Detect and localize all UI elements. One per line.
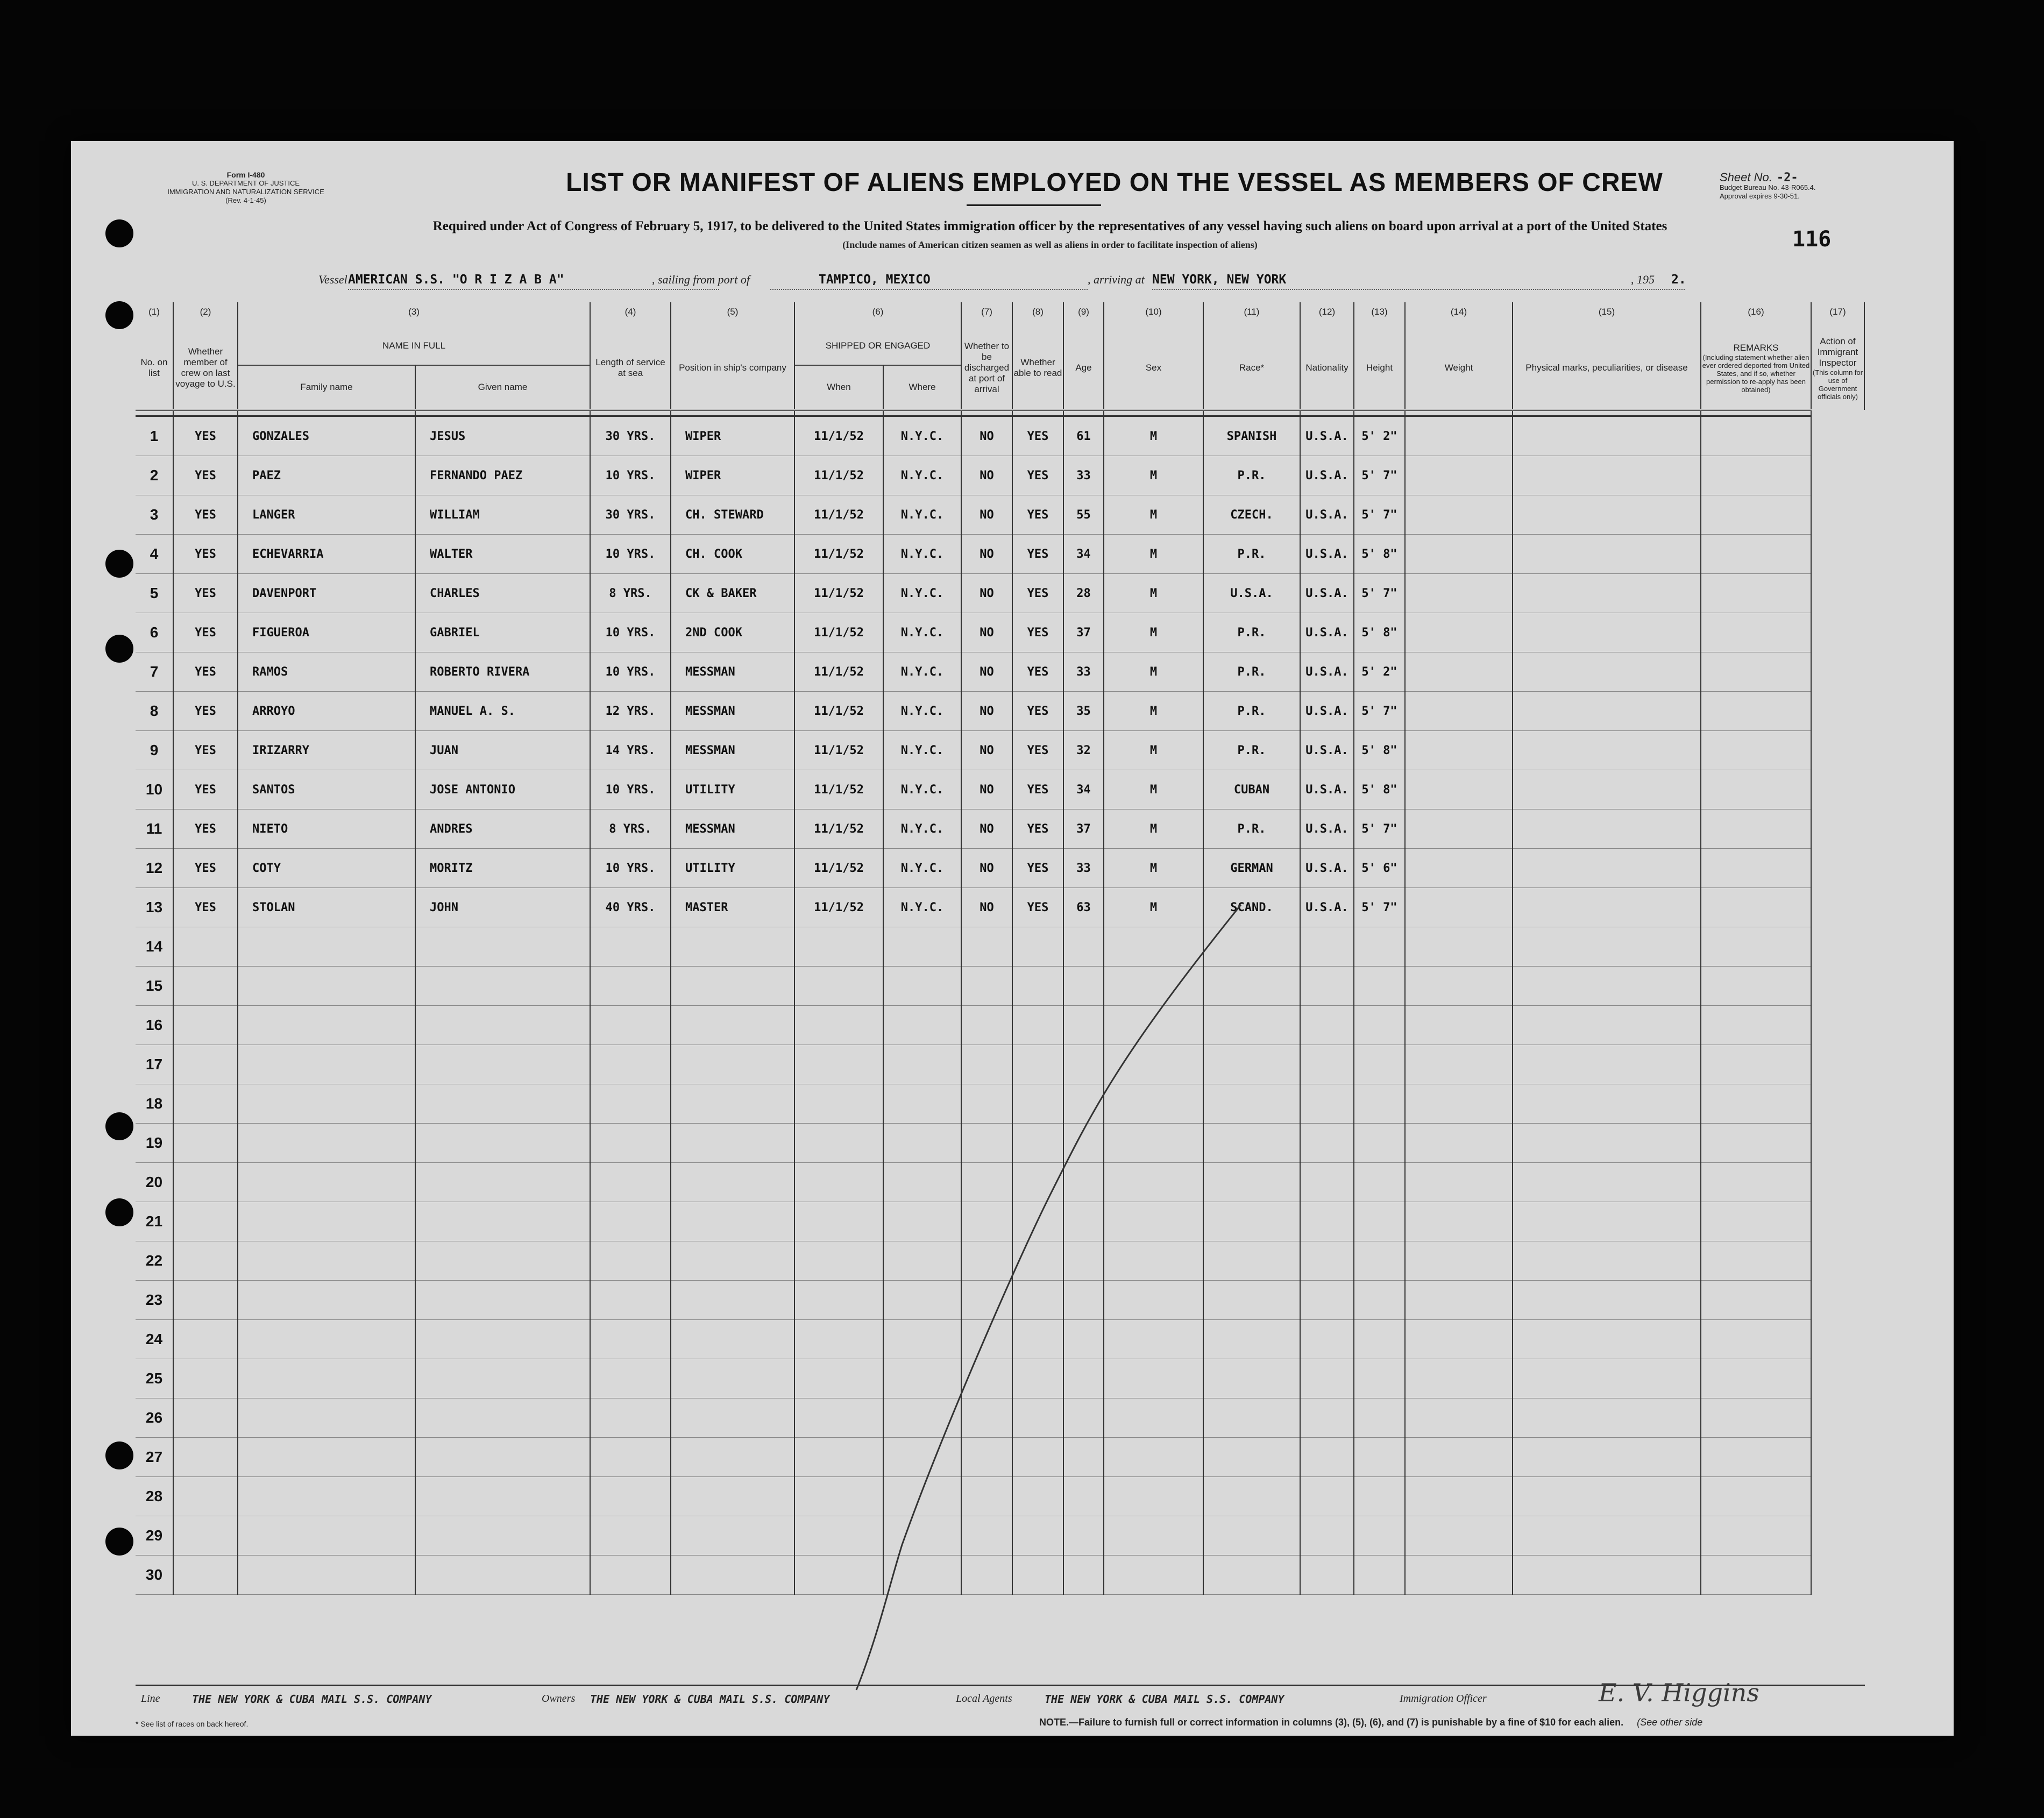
cell-service-length: 30 YRS. xyxy=(590,416,671,456)
cell-family-name: STOLAN xyxy=(238,888,415,927)
year-label: , 195 xyxy=(1631,273,1655,286)
owners-label: Owners xyxy=(542,1693,576,1705)
cell-service-length: 10 YRS. xyxy=(590,849,671,888)
cell-family-name: COTY xyxy=(238,849,415,888)
cell-engaged-where: N.Y.C. xyxy=(883,416,961,456)
col-num-5: (5) xyxy=(671,302,794,327)
col-num-11: (11) xyxy=(1203,302,1300,327)
cell-able-to-read: YES xyxy=(1012,416,1063,456)
cell-service-length: 10 YRS. xyxy=(590,652,671,692)
cell-family-name: FIGUEROA xyxy=(238,613,415,652)
cell-age: 61 xyxy=(1063,416,1104,456)
col-num-13: (13) xyxy=(1354,302,1405,327)
cell-last-voyage: YES xyxy=(173,849,238,888)
cell-age: 34 xyxy=(1063,535,1104,574)
remarks-title: REMARKS xyxy=(1733,342,1779,353)
year-value: 2. xyxy=(1671,273,1686,287)
cell-able-to-read: YES xyxy=(1012,613,1063,652)
cell-nationality: U.S.A. xyxy=(1300,731,1354,770)
binder-hole xyxy=(105,635,133,663)
cell-last-voyage: YES xyxy=(173,809,238,849)
cell-sex: M xyxy=(1104,613,1203,652)
cell-engaged-where: N.Y.C. xyxy=(883,456,961,495)
cell-row-number: 25 xyxy=(136,1359,173,1398)
header-age: Age xyxy=(1063,327,1104,410)
cell-height: 5' 7" xyxy=(1354,809,1405,849)
cell-row-number: 11 xyxy=(136,809,173,849)
col-num-12: (12) xyxy=(1300,302,1354,327)
cell-discharged: NO xyxy=(961,770,1012,809)
binder-hole xyxy=(105,1198,133,1226)
cell-sex: M xyxy=(1104,495,1203,535)
cell-position: CH. COOK xyxy=(671,535,794,574)
cell-service-length: 40 YRS. xyxy=(590,888,671,927)
cell-engaged-where: N.Y.C. xyxy=(883,849,961,888)
owners-value: THE NEW YORK & CUBA MAIL S.S. COMPANY xyxy=(590,1693,830,1706)
cell-engaged-when: 11/1/52 xyxy=(794,770,883,809)
cell-row-number: 8 xyxy=(136,692,173,731)
cell-last-voyage: YES xyxy=(173,456,238,495)
departure-port: TAMPICO, MEXICO xyxy=(819,273,931,287)
cell-discharged: NO xyxy=(961,495,1012,535)
header-shipped-engaged: SHIPPED OR ENGAGED xyxy=(794,327,961,365)
col-num-16: (16) xyxy=(1701,302,1811,327)
cell-engaged-when: 11/1/52 xyxy=(794,495,883,535)
cell-given-name: WILLIAM xyxy=(415,495,590,535)
cell-engaged-when: 11/1/52 xyxy=(794,613,883,652)
cell-position: MESSMAN xyxy=(671,809,794,849)
cell-given-name: WALTER xyxy=(415,535,590,574)
cell-position: WIPER xyxy=(671,416,794,456)
cell-nationality: U.S.A. xyxy=(1300,770,1354,809)
cell-race: P.R. xyxy=(1203,692,1300,731)
header-height: Height xyxy=(1354,327,1405,410)
cell-engaged-where: N.Y.C. xyxy=(883,652,961,692)
header-position: Position in ship's company xyxy=(671,327,794,410)
cell-nationality: U.S.A. xyxy=(1300,495,1354,535)
cell-family-name: LANGER xyxy=(238,495,415,535)
cell-age: 33 xyxy=(1063,849,1104,888)
cell-discharged: NO xyxy=(961,652,1012,692)
penalty-note-text: NOTE.—Failure to furnish full or correct information in columns (3), (5), (6), and (7) is punishable by a fine of $10 for each alien. xyxy=(1039,1717,1624,1728)
cell-given-name: JOSE ANTONIO xyxy=(415,770,590,809)
cell-able-to-read: YES xyxy=(1012,495,1063,535)
header-discharged: Whether to be discharged at port of arrival xyxy=(961,327,1012,410)
cell-nationality: U.S.A. xyxy=(1300,652,1354,692)
cell-height: 5' 7" xyxy=(1354,456,1405,495)
sheet-label: Sheet No. xyxy=(1720,171,1772,184)
header-no-on-list: No. on list xyxy=(136,327,173,410)
cell-height: 5' 6" xyxy=(1354,849,1405,888)
cell-service-length: 30 YRS. xyxy=(590,495,671,535)
cell-race: P.R. xyxy=(1203,456,1300,495)
cell-engaged-where: N.Y.C. xyxy=(883,888,961,927)
cell-able-to-read: YES xyxy=(1012,652,1063,692)
cell-nationality: U.S.A. xyxy=(1300,456,1354,495)
cell-race: SCAND. xyxy=(1203,888,1300,927)
cell-row-number: 19 xyxy=(136,1124,173,1163)
cell-nationality: U.S.A. xyxy=(1300,809,1354,849)
cell-row-number: 20 xyxy=(136,1163,173,1202)
cell-given-name: MANUEL A. S. xyxy=(415,692,590,731)
cell-given-name: JUAN xyxy=(415,731,590,770)
cell-engaged-where: N.Y.C. xyxy=(883,809,961,849)
cell-height: 5' 2" xyxy=(1354,652,1405,692)
cell-discharged: NO xyxy=(961,849,1012,888)
cell-last-voyage: YES xyxy=(173,770,238,809)
cell-row-number: 27 xyxy=(136,1438,173,1477)
cell-family-name: SANTOS xyxy=(238,770,415,809)
cell-sex: M xyxy=(1104,416,1203,456)
arriving-label: , arriving at xyxy=(1088,273,1145,286)
cell-able-to-read: YES xyxy=(1012,770,1063,809)
header-weight: Weight xyxy=(1405,327,1513,410)
cell-able-to-read: YES xyxy=(1012,574,1063,613)
cell-given-name: GABRIEL xyxy=(415,613,590,652)
cell-nationality: U.S.A. xyxy=(1300,416,1354,456)
cell-able-to-read: YES xyxy=(1012,456,1063,495)
cell-engaged-when: 11/1/52 xyxy=(794,809,883,849)
cell-discharged: NO xyxy=(961,535,1012,574)
cell-last-voyage: YES xyxy=(173,731,238,770)
strike-line xyxy=(71,141,1954,1736)
cell-position: MESSMAN xyxy=(671,652,794,692)
cell-nationality: U.S.A. xyxy=(1300,535,1354,574)
cell-sex: M xyxy=(1104,888,1203,927)
col-num-7: (7) xyxy=(961,302,1012,327)
form-revision: (Rev. 4-1-45) xyxy=(225,196,266,204)
cell-race: SPANISH xyxy=(1203,416,1300,456)
cell-engaged-when: 11/1/52 xyxy=(794,849,883,888)
cell-position: MESSMAN xyxy=(671,731,794,770)
cell-row-number: 28 xyxy=(136,1477,173,1516)
cell-given-name: MORITZ xyxy=(415,849,590,888)
cell-family-name: ECHEVARRIA xyxy=(238,535,415,574)
cell-last-voyage: YES xyxy=(173,416,238,456)
cell-row-number: 15 xyxy=(136,967,173,1006)
cell-nationality: U.S.A. xyxy=(1300,888,1354,927)
col-num-17: (17) xyxy=(1811,302,1864,327)
cell-engaged-where: N.Y.C. xyxy=(883,770,961,809)
cell-row-number: 13 xyxy=(136,888,173,927)
col-num-9: (9) xyxy=(1063,302,1104,327)
department: U. S. DEPARTMENT OF JUSTICE xyxy=(191,179,300,187)
cell-service-length: 12 YRS. xyxy=(590,692,671,731)
cell-row-number: 16 xyxy=(136,1006,173,1045)
cell-engaged-when: 11/1/52 xyxy=(794,416,883,456)
officer-label: Immigration Officer xyxy=(1400,1693,1487,1705)
cell-age: 28 xyxy=(1063,574,1104,613)
inspector-title: Action of Immigrant Inspector xyxy=(1817,336,1858,368)
header-when: When xyxy=(794,365,883,410)
cell-last-voyage: YES xyxy=(173,495,238,535)
sheet-number: -2- xyxy=(1776,171,1798,184)
cell-engaged-where: N.Y.C. xyxy=(883,613,961,652)
cell-height: 5' 8" xyxy=(1354,535,1405,574)
line-label: Line xyxy=(141,1693,160,1705)
cell-discharged: NO xyxy=(961,888,1012,927)
cell-age: 34 xyxy=(1063,770,1104,809)
cell-engaged-when: 11/1/52 xyxy=(794,888,883,927)
col-num-4: (4) xyxy=(590,302,671,327)
col-num-14: (14) xyxy=(1405,302,1513,327)
see-other-side: (See other side xyxy=(1637,1717,1703,1728)
vessel-label: Vessel xyxy=(318,273,347,286)
binder-hole xyxy=(105,1441,133,1469)
agents-value: THE NEW YORK & CUBA MAIL S.S. COMPANY xyxy=(1045,1693,1284,1706)
cell-sex: M xyxy=(1104,456,1203,495)
cell-height: 5' 7" xyxy=(1354,574,1405,613)
cell-given-name: CHARLES xyxy=(415,574,590,613)
page-title: LIST OR MANIFEST OF ALIENS EMPLOYED ON THE VESSEL AS MEMBERS OF CREW xyxy=(566,168,1663,197)
cell-able-to-read: YES xyxy=(1012,535,1063,574)
header-nationality: Nationality xyxy=(1300,327,1354,410)
cell-sex: M xyxy=(1104,731,1203,770)
cell-age: 55 xyxy=(1063,495,1104,535)
cell-last-voyage: YES xyxy=(173,652,238,692)
cell-sex: M xyxy=(1104,535,1203,574)
cell-race: GERMAN xyxy=(1203,849,1300,888)
races-note: * See list of races on back hereof. xyxy=(136,1720,249,1728)
cell-row-number: 4 xyxy=(136,535,173,574)
remarks-note: (Including statement whether alien ever ordered deported from United States, and if so, whether permission to re-apply has been obtained) xyxy=(1702,353,1810,394)
cell-discharged: NO xyxy=(961,809,1012,849)
cell-race: U.S.A. xyxy=(1203,574,1300,613)
col-num-8: (8) xyxy=(1012,302,1063,327)
binder-hole xyxy=(105,301,133,329)
col-num-15: (15) xyxy=(1513,302,1701,327)
line-value: THE NEW YORK & CUBA MAIL S.S. COMPANY xyxy=(192,1693,432,1706)
cell-service-length: 10 YRS. xyxy=(590,456,671,495)
cell-able-to-read: YES xyxy=(1012,731,1063,770)
cell-nationality: U.S.A. xyxy=(1300,692,1354,731)
inspector-note: (This column for use of Government officials only) xyxy=(1812,368,1863,401)
cell-engaged-where: N.Y.C. xyxy=(883,731,961,770)
col-num-10: (10) xyxy=(1104,302,1203,327)
page-number-stamp: 116 xyxy=(1792,227,1832,252)
cell-last-voyage: YES xyxy=(173,692,238,731)
cell-age: 32 xyxy=(1063,731,1104,770)
cell-sex: M xyxy=(1104,770,1203,809)
cell-discharged: NO xyxy=(961,456,1012,495)
officer-signature: E. V. Higgins xyxy=(1599,1678,1759,1707)
cell-service-length: 10 YRS. xyxy=(590,770,671,809)
cell-race: CUBAN xyxy=(1203,770,1300,809)
cell-row-number: 14 xyxy=(136,927,173,967)
cell-row-number: 12 xyxy=(136,849,173,888)
cell-position: MASTER xyxy=(671,888,794,927)
cell-discharged: NO xyxy=(961,731,1012,770)
cell-discharged: NO xyxy=(961,416,1012,456)
cell-position: WIPER xyxy=(671,456,794,495)
col-num-6: (6) xyxy=(794,302,961,327)
header-last-voyage: Whether member of crew on last voyage to U.S. xyxy=(173,327,238,410)
cell-row-number: 30 xyxy=(136,1556,173,1595)
cell-row-number: 5 xyxy=(136,574,173,613)
cell-family-name: RAMOS xyxy=(238,652,415,692)
sailing-label: , sailing from port of xyxy=(652,273,750,286)
cell-able-to-read: YES xyxy=(1012,692,1063,731)
header-family-name: Family name xyxy=(238,365,415,410)
cell-sex: M xyxy=(1104,652,1203,692)
cell-age: 37 xyxy=(1063,613,1104,652)
cell-family-name: ARROYO xyxy=(238,692,415,731)
cell-row-number: 1 xyxy=(136,416,173,456)
form-number: Form I-480 xyxy=(226,171,265,179)
cell-given-name: JESUS xyxy=(415,416,590,456)
header-physical-marks: Physical marks, peculiarities, or disease xyxy=(1513,327,1701,410)
cell-family-name: PAEZ xyxy=(238,456,415,495)
cell-height: 5' 7" xyxy=(1354,495,1405,535)
cell-height: 5' 8" xyxy=(1354,770,1405,809)
cell-service-length: 8 YRS. xyxy=(590,574,671,613)
cell-sex: M xyxy=(1104,809,1203,849)
cell-service-length: 8 YRS. xyxy=(590,809,671,849)
cell-sex: M xyxy=(1104,849,1203,888)
cell-position: MESSMAN xyxy=(671,692,794,731)
cell-race: P.R. xyxy=(1203,535,1300,574)
budget-number: Budget Bureau No. 43-R065.4. xyxy=(1720,183,1816,191)
header-length-of-service: Length of service at sea xyxy=(590,327,671,410)
cell-position: UTILITY xyxy=(671,849,794,888)
cell-row-number: 10 xyxy=(136,770,173,809)
cell-last-voyage: YES xyxy=(173,574,238,613)
cell-service-length: 10 YRS. xyxy=(590,535,671,574)
cell-row-number: 7 xyxy=(136,652,173,692)
header-race: Race* xyxy=(1203,327,1300,410)
binder-hole xyxy=(105,550,133,578)
cell-race: P.R. xyxy=(1203,809,1300,849)
header-given-name: Given name xyxy=(415,365,590,410)
cell-given-name: ROBERTO RIVERA xyxy=(415,652,590,692)
cell-height: 5' 8" xyxy=(1354,731,1405,770)
cell-race: CZECH. xyxy=(1203,495,1300,535)
binder-hole xyxy=(105,219,133,247)
cell-family-name: NIETO xyxy=(238,809,415,849)
binder-hole xyxy=(105,1528,133,1556)
cell-engaged-where: N.Y.C. xyxy=(883,574,961,613)
cell-row-number: 18 xyxy=(136,1084,173,1124)
cell-row-number: 9 xyxy=(136,731,173,770)
cell-race: P.R. xyxy=(1203,613,1300,652)
required-statement: Required under Act of Congress of February 5, 1917, to be delivered to the United States immigration officer by the representatives of any vessel having such aliens on board upon arrival at a port of the United States xyxy=(432,219,1667,233)
cell-sex: M xyxy=(1104,692,1203,731)
vessel-name: AMERICAN S.S. "O R I Z A B A" xyxy=(348,273,564,287)
cell-nationality: U.S.A. xyxy=(1300,849,1354,888)
cell-engaged-when: 11/1/52 xyxy=(794,535,883,574)
cell-race: P.R. xyxy=(1203,731,1300,770)
cell-able-to-read: YES xyxy=(1012,809,1063,849)
cell-height: 5' 2" xyxy=(1354,416,1405,456)
cell-height: 5' 7" xyxy=(1354,692,1405,731)
cell-service-length: 10 YRS. xyxy=(590,613,671,652)
cell-row-number: 3 xyxy=(136,495,173,535)
cell-race: P.R. xyxy=(1203,652,1300,692)
cell-engaged-where: N.Y.C. xyxy=(883,692,961,731)
service-name: IMMIGRATION AND NATURALIZATION SERVICE xyxy=(167,188,324,196)
cell-nationality: U.S.A. xyxy=(1300,574,1354,613)
cell-discharged: NO xyxy=(961,692,1012,731)
col-num-2: (2) xyxy=(173,302,238,327)
cell-family-name: GONZALES xyxy=(238,416,415,456)
header-where: Where xyxy=(883,365,961,410)
cell-given-name: FERNANDO PAEZ xyxy=(415,456,590,495)
cell-sex: M xyxy=(1104,574,1203,613)
cell-row-number: 22 xyxy=(136,1241,173,1281)
col-num-3: (3) xyxy=(238,302,590,327)
cell-last-voyage: YES xyxy=(173,535,238,574)
cell-height: 5' 7" xyxy=(1354,888,1405,927)
cell-row-number: 21 xyxy=(136,1202,173,1241)
approval-expiry: Approval expires 9-30-51. xyxy=(1720,192,1800,200)
cell-able-to-read: YES xyxy=(1012,888,1063,927)
cell-given-name: ANDRES xyxy=(415,809,590,849)
cell-given-name: JOHN xyxy=(415,888,590,927)
cell-engaged-when: 11/1/52 xyxy=(794,574,883,613)
cell-engaged-when: 11/1/52 xyxy=(794,456,883,495)
cell-nationality: U.S.A. xyxy=(1300,613,1354,652)
agents-label: Local Agents xyxy=(956,1693,1012,1705)
cell-age: 63 xyxy=(1063,888,1104,927)
cell-engaged-when: 11/1/52 xyxy=(794,652,883,692)
cell-engaged-where: N.Y.C. xyxy=(883,535,961,574)
cell-engaged-when: 11/1/52 xyxy=(794,731,883,770)
binder-hole xyxy=(105,1112,133,1140)
cell-row-number: 17 xyxy=(136,1045,173,1084)
cell-row-number: 26 xyxy=(136,1398,173,1438)
cell-position: CH. STEWARD xyxy=(671,495,794,535)
header-name-in-full: NAME IN FULL xyxy=(238,327,590,365)
cell-discharged: NO xyxy=(961,574,1012,613)
manifest-sheet xyxy=(71,141,1954,1736)
cell-position: 2ND COOK xyxy=(671,613,794,652)
cell-position: CK & BAKER xyxy=(671,574,794,613)
cell-row-number: 23 xyxy=(136,1281,173,1320)
header-able-to-read: Whether able to read xyxy=(1012,327,1063,410)
cell-age: 37 xyxy=(1063,809,1104,849)
cell-engaged-when: 11/1/52 xyxy=(794,692,883,731)
cell-row-number: 24 xyxy=(136,1320,173,1359)
cell-row-number: 2 xyxy=(136,456,173,495)
cell-row-number: 6 xyxy=(136,613,173,652)
cell-family-name: IRIZARRY xyxy=(238,731,415,770)
cell-able-to-read: YES xyxy=(1012,849,1063,888)
cell-age: 33 xyxy=(1063,456,1104,495)
cell-age: 33 xyxy=(1063,652,1104,692)
include-statement: (Include names of American citizen seamen as well as aliens in order to facilitate inspection of aliens) xyxy=(842,239,1258,250)
col-num-1: (1) xyxy=(136,302,173,327)
cell-row-number: 29 xyxy=(136,1516,173,1556)
cell-height: 5' 8" xyxy=(1354,613,1405,652)
cell-family-name: DAVENPORT xyxy=(238,574,415,613)
cell-discharged: NO xyxy=(961,613,1012,652)
cell-age: 35 xyxy=(1063,692,1104,731)
cell-position: UTILITY xyxy=(671,770,794,809)
cell-last-voyage: YES xyxy=(173,613,238,652)
cell-service-length: 14 YRS. xyxy=(590,731,671,770)
cell-last-voyage: YES xyxy=(173,888,238,927)
header-sex: Sex xyxy=(1104,327,1203,410)
cell-engaged-where: N.Y.C. xyxy=(883,495,961,535)
arrival-port: NEW YORK, NEW YORK xyxy=(1152,273,1287,287)
